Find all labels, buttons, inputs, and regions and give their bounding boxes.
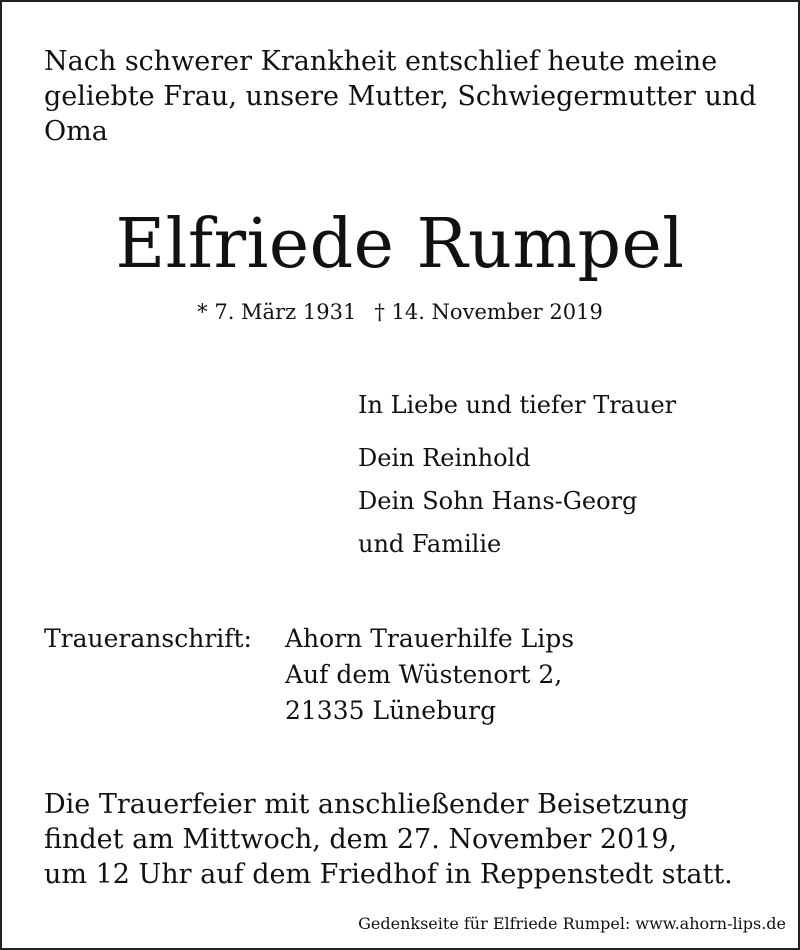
memorial-page-note: Gedenkseite für Elfriede Rumpel: www.ahorn-lips.de [358, 914, 786, 933]
ceremony-line: um 12 Uhr auf dem Friedhof in Reppenstedt statt. [44, 859, 733, 890]
address-line: Auf dem Wüstenort 2, [285, 660, 563, 689]
life-dates [0, 297, 800, 327]
address-line: Ahorn Trauerhilfe Lips [285, 624, 575, 653]
intro-line: Nach schwerer Krankheit entschlief heute meine [44, 46, 718, 77]
mourner-line: und Familie [358, 530, 502, 558]
intro-line: geliebte Frau, unsere Mutter, Schwiegermutter und [44, 81, 757, 112]
address-label: Traueranschrift: [44, 624, 252, 653]
intro-text [44, 44, 764, 149]
ceremony-line: findet am Mittwoch, dem 27. November 2019, [44, 824, 678, 855]
mourner-line: Dein Reinhold [358, 444, 531, 472]
ceremony-text [44, 787, 733, 892]
mourning-phrase: In Liebe und tiefer Trauer [358, 391, 677, 419]
death-date: † 14. November 2019 [374, 300, 603, 324]
birth-date: * 7. März 1931 [197, 300, 357, 324]
address-lines [285, 621, 574, 729]
mourner-line: Dein Sohn Hans-Georg [358, 487, 638, 515]
deceased-name: Elfriede Rumpel [115, 205, 685, 284]
address-line: 21335 Lüneburg [285, 696, 497, 725]
mourners-block [358, 385, 676, 566]
intro-line: Oma [44, 116, 108, 147]
ceremony-line: Die Trauerfeier mit anschließender Beisetzung [44, 789, 689, 820]
